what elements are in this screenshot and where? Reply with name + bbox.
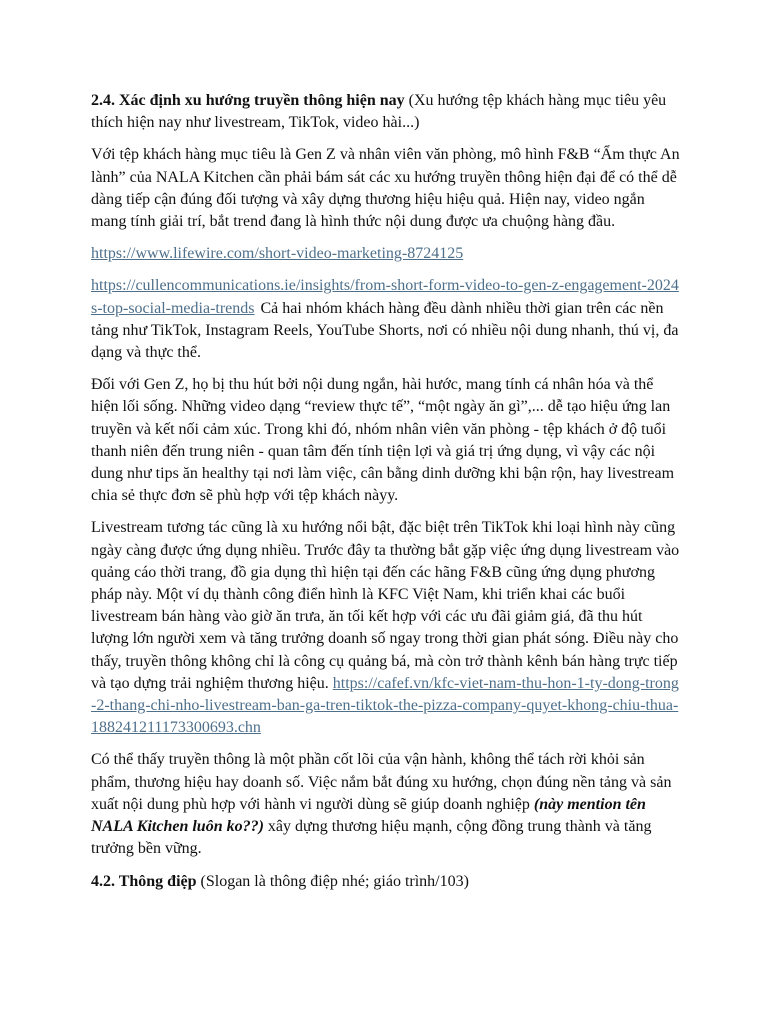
section-4-2-heading-paragraph [91,871,681,893]
cafef-link[interactable]: https://cafef.vn/kfc-viet-nam-thu-hon-1-ty-dong-trong-2-thang-chi-nho-livestream-ban-ga-tren-tiktok-the-pizza-company-quyet-khong-chiu-thua-188241211173300693.chn [91,674,679,737]
section-heading: 2.4. Xác định xu hướng truyền thông hiện nay [91,92,405,109]
platforms-text: Cả hai nhóm khách hàng đều dành nhiều thời gian trên các nền tảng như TikTok, Instagram Reels, YouTube Shorts, nơi có nhiều nội dung nhanh, thú vị, đa dạng và thực thể. [91,299,679,362]
reference-link-paragraph [91,243,681,265]
livestream-text: Livestream tương tác cũng là xu hướng nổi bật, đặc biệt trên TikTok khi loại hình này cũng ngày càng được ứng dụng nhiều. Trước đây ta thường bắt gặp việc ứng dụng livestream vào quảng cáo thời trang, đồ gia dụng thì hiện tại đến các hãng F&B cũng ứng dụng phương pháp này. Một ví dụ thành công điển hình là KFC Việt Nam, khi triển khai các buổi livestream bán hàng vào giờ ăn trưa, ăn tối kết hợp với các ưu đãi giảm giá, đã thu hút lượng lớn người xem và tăng trưởng doanh số ngay trong thời gian phát sóng. Điều này cho thấy, truyền thông không chỉ là công cụ quảng bá, mà còn trở thành kênh bán hàng trực tiếp và tạo dựng trải nghiệm thương hiệu. [91,519,680,692]
section-heading: 4.2. Thông điệp [91,872,197,890]
lifewire-link[interactable]: https://www.lifewire.com/short-video-marketing-8724125 [91,245,464,263]
conclusion-text-before: Có thể thấy truyền thông là một phần cốt lõi của vận hành, không thể tách rời khỏi sản phẩm, thương hiệu hay doanh số. Việc nắm bắt đúng xu hướng, chọn đúng nền tảng và sản xuất nội dung phù hợp với hành vi người dùng sẽ giúp doanh nghiệp [91,751,672,813]
section-heading-note: (Xu hướng tệp khách hàng mục tiêu yêu thích hiện nay như livestream, TikTok, video hài...) [91,92,667,132]
body-paragraph-platforms [91,275,681,364]
inline-comment: (này mention tên NALA Kitchen luôn ko??) [91,795,646,836]
cullen-communications-link[interactable]: https://cullencommunications.ie/insights/from-short-form-video-to-gen-z-engagement-2024s-top-social-media-trends [91,277,679,317]
body-paragraph-livestream [91,517,681,739]
body-paragraph-conclusion [91,749,681,860]
section-2-4-heading-paragraph [91,90,681,134]
document-page [91,90,681,903]
body-paragraph-genz: Đối với Gen Z, họ bị thu hút bởi nội dung ngắn, hài hước, mang tính cá nhân hóa và thể hiện lối sống. Những video dạng “review thực tế”, “một ngày ăn gì”,... dễ tạo hiệu ứng lan truyền và kết nối cảm xúc. Trong khi đó, nhóm nhân viên văn phòng - tệp khách ở độ tuổi thanh niên đến trung niên - quan tâm đến tính tiện lợi và giá trị ứng dụng, vì vậy các nội dung như tips ăn healthy tại nơi làm việc, cân bằng dinh dưỡng khi bận rộn, hay livestream chia sẻ thực đơn sẽ phù hợp với tệp khách nàyy. [91,376,675,505]
conclusion-text-after: xây dựng thương hiệu mạnh, cộng đồng trung thành và tăng trưởng bền vững. [91,818,652,858]
body-paragraph-intro: Với tệp khách hàng mục tiêu là Gen Z và nhân viên văn phòng, mô hình F&B “Ẩm thực An lành” của NALA Kitchen cần phải bám sát các xu hướng truyền thông hiện đại để có thể dễ dàng tiếp cận đúng đối tượng và xây dựng thương hiệu hiệu quả. Hiện nay, video ngắn mang tính giải trí, bắt trend đang là hình thức nội dung được ưa chuộng hàng đầu. [91,146,680,231]
section-heading-note: (Slogan là thông điệp nhé; giáo trình/103) [196,872,469,890]
